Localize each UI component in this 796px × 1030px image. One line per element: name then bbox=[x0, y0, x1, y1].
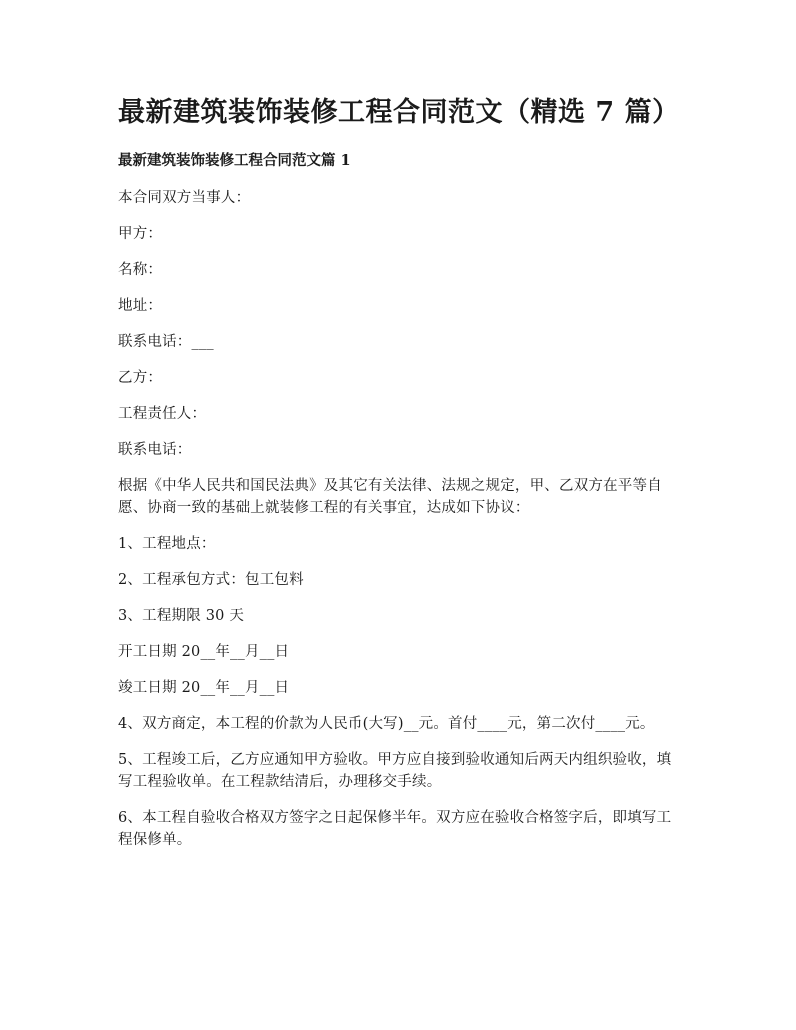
paragraph-party-a: 甲方： bbox=[118, 226, 163, 242]
paragraph-clause-1: 1、工程地点： bbox=[118, 536, 216, 552]
paragraph-start-date: 开工日期 20__年__月__日 bbox=[118, 644, 290, 660]
paragraph-parties: 本合同双方当事人： bbox=[118, 190, 251, 206]
paragraph-clause-6: 6、本工程自验收合格双方签字之日起保修半年。双方应在验收合格签字后，即填写工程保修单。 bbox=[118, 810, 672, 848]
paragraph-phone-a: 联系电话：___ bbox=[118, 334, 214, 350]
paragraph-completion-date: 竣工日期 20__年__月__日 bbox=[118, 680, 290, 696]
paragraph-basis: 根据《中华人民共和国民法典》及其它有关法律、法规之规定，甲、乙双方在平等自愿、协商一致的基础上就装修工程的有关事宜，达成如下协议： bbox=[118, 478, 662, 516]
document-title: 最新建筑装饰装修工程合同范文（精选 7 篇） bbox=[118, 97, 680, 128]
paragraph-party-b: 乙方： bbox=[118, 370, 163, 386]
section-heading: 最新建筑装饰装修工程合同范文篇 1 bbox=[118, 152, 351, 169]
paragraph-name: 名称： bbox=[118, 262, 163, 278]
paragraph-clause-3: 3、工程期限 30 天 bbox=[118, 608, 245, 624]
paragraph-address: 地址： bbox=[118, 298, 163, 314]
paragraph-phone-b: 联系电话： bbox=[118, 442, 192, 458]
paragraph-clause-4: 4、双方商定，本工程的价款为人民币(大写)__元。首付____元，第二次付____元。 bbox=[118, 716, 655, 732]
paragraph-clause-5: 5、工程竣工后，乙方应通知甲方验收。甲方应自接到验收通知后两天内组织验收，填写工程验收单。在工程款结清后，办理移交手续。 bbox=[118, 752, 672, 790]
paragraph-clause-2: 2、工程承包方式：包工包料 bbox=[118, 572, 304, 588]
paragraph-project-manager: 工程责任人： bbox=[118, 406, 207, 422]
